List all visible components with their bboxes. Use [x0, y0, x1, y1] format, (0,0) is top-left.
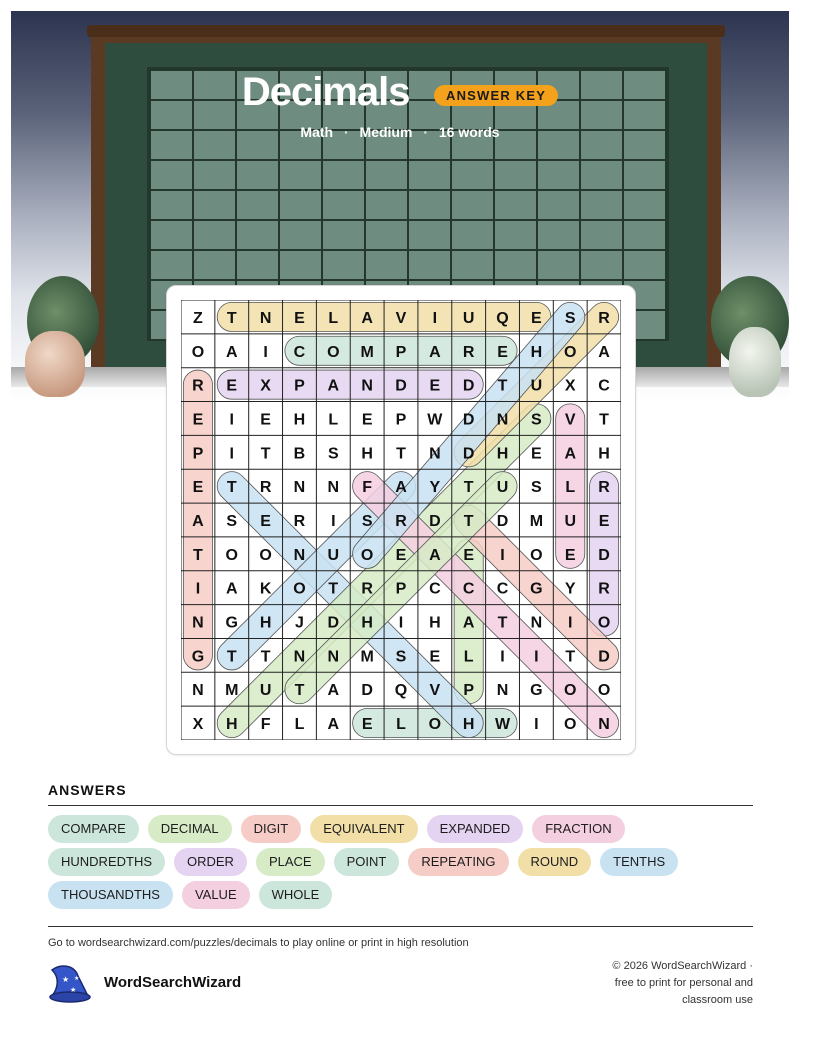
grid-letter[interactable]: R	[462, 343, 475, 361]
grid-letter[interactable]: L	[328, 309, 339, 327]
grid-letter[interactable]: S	[327, 445, 339, 463]
grid-letter[interactable]: U	[496, 479, 509, 497]
wizard-hat-icon	[48, 962, 94, 1004]
grid-letter[interactable]: C	[598, 377, 610, 395]
grid-letter[interactable]: H	[259, 614, 272, 632]
title-row	[11, 70, 789, 115]
answer-chip: WHOLE	[259, 881, 333, 909]
difficulty-label: Medium	[359, 124, 413, 140]
grid-letter[interactable]: E	[564, 546, 576, 564]
grid-letter[interactable]: N	[429, 445, 441, 463]
grid-letter[interactable]: W	[494, 716, 511, 734]
grid-letter[interactable]: O	[191, 343, 205, 361]
svg-text:★: ★	[74, 976, 80, 982]
grid-letter[interactable]: N	[327, 479, 340, 497]
copyright-line: © 2026 WordSearchWizard ·	[612, 960, 753, 972]
grid-letter[interactable]: C	[429, 580, 441, 598]
separator: ·	[423, 124, 428, 140]
grid-letter[interactable]: D	[496, 513, 509, 530]
grid-letter[interactable]: A	[361, 309, 373, 327]
grid-letter[interactable]: S	[361, 513, 373, 530]
grid-letter[interactable]: I	[534, 716, 539, 734]
grid-letter[interactable]: I	[534, 648, 539, 666]
grid-letter[interactable]: G	[530, 580, 543, 598]
grid-letter[interactable]: H	[429, 614, 441, 632]
grid-letter[interactable]: D	[395, 377, 407, 395]
grid-letter[interactable]: D	[361, 682, 373, 700]
copyright-line: free to print for personal and	[614, 977, 753, 989]
grid-letter[interactable]: T	[463, 513, 474, 530]
grid-letter[interactable]: E	[497, 343, 508, 361]
grid-letter[interactable]: A	[192, 513, 204, 530]
grid-letter[interactable]: A	[429, 546, 441, 564]
answer-chip: POINT	[334, 848, 400, 876]
grid-letter[interactable]: P	[395, 411, 407, 429]
answer-chip: TENTHS	[600, 848, 678, 876]
grid-letter[interactable]: P	[395, 343, 407, 361]
word-search-grid	[181, 300, 621, 740]
grid-letter[interactable]: I	[432, 309, 438, 327]
grid-letter[interactable]: F	[362, 479, 373, 497]
answer-chip: HUNDREDTHS	[48, 848, 165, 876]
grid-letter[interactable]: T	[226, 309, 237, 327]
grid-letter[interactable]: D	[598, 648, 610, 666]
grid-letter[interactable]: E	[192, 479, 204, 497]
grid-letter[interactable]: R	[598, 309, 610, 327]
grid-letter[interactable]: N	[293, 648, 306, 666]
grid-letter[interactable]: S	[564, 309, 576, 327]
grid-letter[interactable]: O	[327, 343, 340, 361]
grid-letter[interactable]: R	[598, 580, 610, 598]
separator: ·	[343, 124, 349, 140]
grid-letter[interactable]: O	[225, 546, 238, 564]
grid-letter[interactable]: L	[396, 716, 406, 734]
page-title: Decimals	[241, 70, 410, 114]
grid-letter[interactable]: A	[327, 377, 340, 395]
grid-letter[interactable]: U	[462, 309, 475, 327]
grid-letter[interactable]: N	[530, 614, 543, 632]
grid-letter[interactable]: T	[497, 614, 508, 632]
grid-letter[interactable]: H	[496, 445, 509, 463]
grid-letter[interactable]: T	[260, 445, 271, 463]
grid-letter[interactable]: M	[225, 682, 239, 700]
grid-letter[interactable]: A	[395, 479, 407, 497]
grid-letter[interactable]: R	[259, 479, 272, 497]
grid-letter[interactable]: T	[260, 648, 271, 666]
grid-letter[interactable]: J	[295, 614, 304, 632]
grid-letter[interactable]: E	[429, 377, 441, 395]
grid-letter[interactable]: R	[192, 377, 204, 395]
grid-letter[interactable]: E	[192, 411, 204, 429]
grid-letter[interactable]: U	[530, 377, 543, 395]
grid-letter[interactable]: S	[531, 479, 542, 497]
grid-letter[interactable]: D	[327, 614, 340, 632]
subtitle	[11, 124, 789, 140]
grid-letter[interactable]: N	[192, 682, 204, 700]
grid-letter[interactable]: P	[294, 377, 305, 395]
grid-letter[interactable]: H	[361, 445, 373, 463]
grid-letter[interactable]: C	[462, 580, 475, 598]
grid-letter[interactable]: T	[463, 479, 474, 497]
answer-chip: COMPARE	[48, 815, 139, 843]
grid-letter[interactable]: H	[530, 343, 543, 361]
right-vase	[729, 327, 781, 397]
grid-letter[interactable]: Q	[496, 309, 509, 327]
grid-letter[interactable]: O	[360, 546, 374, 564]
answer-chip: REPEATING	[408, 848, 508, 876]
grid-letter[interactable]: P	[192, 445, 204, 463]
grid-letter[interactable]: M	[360, 648, 374, 666]
grid-letter[interactable]: D	[429, 513, 441, 530]
grid-letter[interactable]: H	[361, 614, 373, 632]
grid-letter[interactable]: G	[191, 648, 205, 666]
grid-letter[interactable]: L	[328, 411, 339, 429]
copyright-line: classroom use	[682, 994, 753, 1006]
grid-letter[interactable]: N	[259, 309, 272, 327]
grid-letter[interactable]: E	[260, 411, 271, 429]
answer-chip: PLACE	[256, 848, 325, 876]
grid-letter[interactable]: O	[597, 682, 611, 700]
answer-chip: EXPANDED	[427, 815, 524, 843]
word-count-label: 16 words	[438, 124, 500, 140]
answer-chip: ROUND	[518, 848, 592, 876]
grid-letter[interactable]: D	[462, 411, 475, 429]
grid-letter[interactable]: I	[398, 614, 404, 632]
brand-name: WordSearchWizard	[104, 974, 242, 991]
grid-letter[interactable]: N	[327, 648, 340, 666]
answer-chip: FRACTION	[532, 815, 624, 843]
grid-letter[interactable]: E	[429, 648, 441, 666]
grid-letter[interactable]: U	[564, 513, 577, 530]
grid-letter[interactable]: S	[226, 513, 238, 530]
grid-letter[interactable]: O	[293, 580, 306, 598]
answer-chip: THOUSANDTHS	[48, 881, 173, 909]
grid-letter[interactable]: A	[225, 343, 238, 361]
grid-letter[interactable]: E	[531, 445, 542, 463]
grid-letter[interactable]: O	[564, 682, 577, 700]
grid-letter[interactable]: Y	[564, 580, 576, 598]
grid-letter[interactable]: O	[428, 716, 442, 734]
grid-letter[interactable]: E	[598, 513, 610, 530]
answer-chip: DIGIT	[241, 815, 302, 843]
grid-letter[interactable]: T	[328, 580, 339, 598]
grid-letter[interactable]: S	[395, 648, 407, 666]
grid-letter[interactable]: Z	[193, 309, 203, 327]
grid-letter[interactable]: E	[531, 309, 542, 327]
grid-letter[interactable]: G	[530, 682, 543, 700]
grid-letter[interactable]: G	[225, 614, 238, 632]
grid-letter[interactable]: T	[226, 648, 237, 666]
grid-letter[interactable]: R	[395, 513, 407, 530]
grid-letter[interactable]: E	[226, 377, 238, 395]
answer-list	[48, 815, 758, 914]
grid-letter[interactable]: R	[361, 580, 373, 598]
footer-link[interactable]: Go to wordsearchwizard.com/puzzles/decimals to play online or print in high resolution	[48, 937, 469, 949]
grid-letter[interactable]: O	[564, 343, 577, 361]
grid-letter[interactable]: U	[327, 546, 340, 564]
grid-letter[interactable]: X	[260, 377, 271, 395]
answer-chip: VALUE	[182, 881, 250, 909]
grid-letter[interactable]: A	[564, 445, 577, 463]
grid-letter[interactable]: N	[293, 546, 306, 564]
grid-letter[interactable]: I	[331, 513, 336, 530]
grid-letter[interactable]: X	[564, 377, 576, 395]
grid-letter[interactable]: I	[500, 648, 505, 666]
grid-letter[interactable]: C	[496, 580, 509, 598]
divider	[48, 926, 753, 927]
grid-letter[interactable]: B	[293, 445, 306, 463]
brand[interactable]	[48, 962, 242, 1006]
grid-letter[interactable]: N	[496, 411, 509, 429]
svg-text:★: ★	[62, 975, 70, 984]
grid-letter[interactable]: Y	[429, 479, 441, 497]
grid-letter[interactable]: I	[500, 546, 505, 564]
grid-letter[interactable]: T	[294, 682, 305, 700]
grid-letter[interactable]: N	[192, 614, 204, 632]
grid-letter[interactable]: A	[598, 343, 610, 361]
grid-letter[interactable]: D	[462, 377, 475, 395]
svg-text:★: ★	[70, 987, 77, 994]
grid-letter[interactable]: D	[598, 546, 610, 564]
grid-letter[interactable]: N	[598, 716, 610, 734]
grid-letter[interactable]: H	[598, 445, 610, 463]
copyright	[563, 958, 753, 1009]
grid-letter[interactable]: U	[259, 682, 272, 700]
grid-letter[interactable]: F	[260, 716, 271, 734]
subject-label: Math	[300, 124, 334, 140]
grid-letter[interactable]: E	[361, 716, 373, 734]
grid-letter[interactable]: L	[463, 648, 474, 666]
grid-letter[interactable]: P	[463, 682, 475, 700]
answer-chip: DECIMAL	[148, 815, 232, 843]
grid-letter[interactable]: E	[294, 309, 305, 327]
grid-letter[interactable]: O	[530, 546, 543, 564]
grid-letter[interactable]: O	[259, 546, 272, 564]
grid-letter[interactable]: E	[361, 411, 373, 429]
grid-letter[interactable]: R	[293, 513, 306, 530]
grid-letter[interactable]: I	[568, 614, 573, 632]
answer-chip: ORDER	[174, 848, 247, 876]
grid-letter[interactable]: T	[193, 546, 203, 564]
grid-letter[interactable]: W	[427, 411, 443, 429]
answer-key-badge: ANSWER KEY	[434, 85, 558, 106]
grid-letter[interactable]: C	[293, 343, 306, 361]
grid-letter[interactable]: T	[599, 411, 609, 429]
grid-letter[interactable]: R	[598, 479, 610, 497]
grid-letter[interactable]: D	[462, 445, 475, 463]
puzzle-card	[166, 285, 636, 755]
grid-letter[interactable]: E	[463, 546, 475, 564]
grid-letter[interactable]: P	[395, 580, 407, 598]
grid-letter[interactable]: T	[396, 445, 406, 463]
grid-letter[interactable]: T	[226, 479, 237, 497]
grid-letter[interactable]: I	[229, 445, 234, 463]
answers-heading: ANSWERS	[48, 782, 127, 798]
grid-letter[interactable]: H	[225, 716, 238, 734]
grid-letter[interactable]: O	[564, 716, 577, 734]
grid-letter[interactable]: V	[395, 309, 407, 327]
grid-letter[interactable]: V	[564, 411, 576, 429]
grid-letter[interactable]: N	[496, 682, 509, 700]
grid-letter[interactable]: V	[429, 682, 441, 700]
grid-letter[interactable]: A	[225, 580, 238, 598]
grid-letter[interactable]: T	[565, 648, 576, 666]
grid-letter[interactable]: I	[229, 411, 234, 429]
grid-letter[interactable]: E	[260, 513, 271, 530]
grid-letter[interactable]: T	[497, 377, 508, 395]
grid-letter[interactable]: A	[327, 682, 340, 700]
grid-letter[interactable]: A	[327, 716, 340, 734]
divider	[48, 805, 753, 806]
grid-letter[interactable]: I	[195, 580, 201, 598]
grid-letter[interactable]: L	[565, 479, 576, 497]
answer-chip: EQUIVALENT	[310, 815, 417, 843]
grid-letter[interactable]: N	[361, 377, 373, 395]
grid-letter[interactable]: Q	[394, 682, 408, 700]
grid-letter[interactable]: H	[293, 411, 306, 429]
grid-letter[interactable]: E	[395, 546, 407, 564]
grid-letter[interactable]: L	[294, 716, 305, 734]
grid-letter[interactable]: S	[531, 411, 542, 429]
grid-letter[interactable]: H	[462, 716, 475, 734]
grid-letter[interactable]: A	[462, 614, 475, 632]
grid-letter[interactable]: N	[293, 479, 306, 497]
grid-letter[interactable]: M	[529, 513, 544, 530]
grid-letter[interactable]: K	[259, 580, 272, 598]
grid-letter[interactable]: O	[597, 614, 611, 632]
grid-letter[interactable]: M	[360, 343, 374, 361]
left-vase	[25, 331, 85, 397]
grid-letter[interactable]: A	[429, 343, 441, 361]
grid-letter[interactable]: I	[263, 343, 268, 361]
grid-letter[interactable]: X	[192, 716, 204, 734]
